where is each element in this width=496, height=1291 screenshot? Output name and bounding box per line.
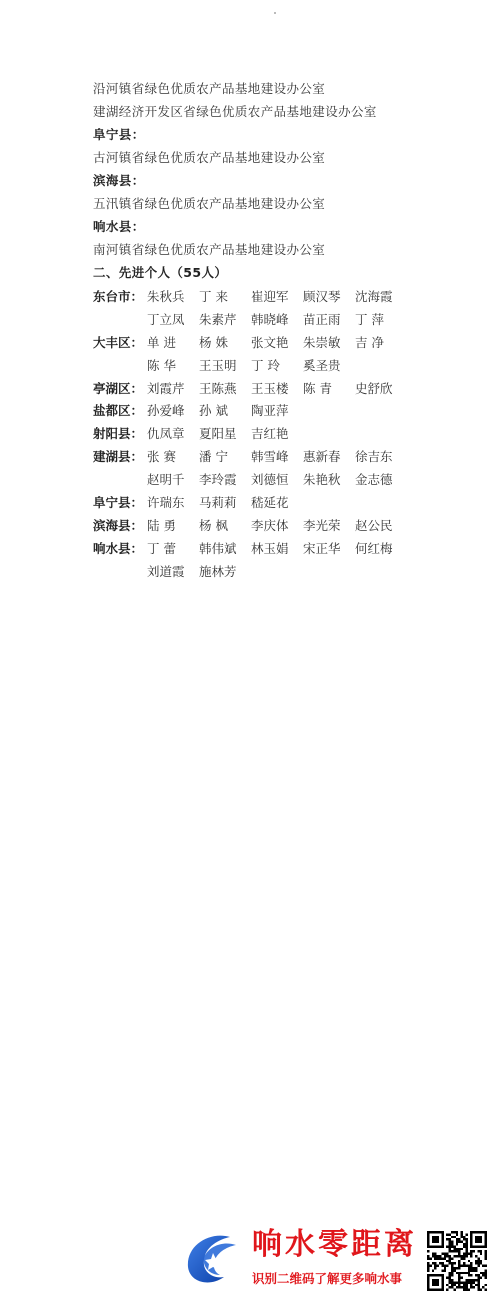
person-name: 施林芳	[199, 564, 237, 579]
text-line: 建湖经济开发区省绿色优质农产品基地建设办公室	[93, 104, 377, 119]
person-name: 赵公民	[355, 518, 393, 533]
person-name: 王陈燕	[199, 381, 237, 396]
person-name: 刘道霞	[147, 564, 185, 579]
person-name: 奚圣贵	[303, 358, 341, 373]
person-name: 张文艳	[251, 335, 289, 350]
person-name: 朱素芹	[199, 312, 237, 327]
district-label: 大丰区：	[93, 335, 144, 350]
text-line: 古河镇省绿色优质农产品基地建设办公室	[93, 150, 326, 165]
person-name: 林玉娟	[251, 541, 289, 556]
person-name: 吉 净	[355, 335, 384, 350]
text-line: 五汛镇省绿色优质农产品基地建设办公室	[93, 196, 326, 211]
person-name: 顾汉琴	[303, 289, 341, 304]
person-name: 丁立凤	[147, 312, 185, 327]
person-name: 张 赛	[147, 449, 176, 464]
person-name: 何红梅	[355, 541, 393, 556]
district-label: 建湖县：	[93, 449, 144, 464]
person-name: 朱崇敏	[303, 335, 341, 350]
person-name: 仇凤章	[147, 426, 185, 441]
text-line: 沿河镇省绿色优质农产品基地建设办公室	[93, 81, 326, 96]
person-name: 陈 青	[303, 381, 332, 396]
person-name: 夏阳星	[199, 426, 237, 441]
person-name: 孙 斌	[199, 403, 228, 418]
district-label: 响水县：	[93, 541, 144, 556]
blue-swoosh-logo-icon	[180, 1227, 240, 1287]
person-name: 潘 宁	[199, 449, 228, 464]
person-name: 崔迎军	[251, 289, 289, 304]
person-name: 丁 玲	[251, 358, 280, 373]
county-heading: 响水县：	[93, 219, 145, 234]
county-heading: 阜宁县：	[93, 127, 145, 142]
page-mark	[274, 12, 276, 14]
footer-subtitle: 识别二维码了解更多响水事	[252, 1271, 403, 1286]
person-name: 王玉楼	[251, 381, 289, 396]
district-label: 射阳县：	[93, 426, 144, 441]
district-label: 滨海县：	[93, 518, 144, 533]
person-name: 陈 华	[147, 358, 176, 373]
footer-banner	[0, 606, 496, 1286]
person-name: 李玲霞	[199, 472, 237, 487]
person-name: 宋正华	[303, 541, 341, 556]
person-name: 韩晓峰	[251, 312, 289, 327]
text-line: 南河镇省绿色优质农产品基地建设办公室	[93, 242, 326, 257]
person-name: 韩雪峰	[251, 449, 289, 464]
person-name: 韩伟斌	[199, 541, 237, 556]
person-name: 许瑞东	[147, 495, 185, 510]
footer-title: 响水零距离	[252, 1227, 417, 1262]
qr-code-icon	[427, 1231, 487, 1291]
person-name: 赵明千	[147, 472, 185, 487]
person-name: 沈海霞	[355, 289, 393, 304]
district-label: 盐都区：	[93, 403, 144, 418]
person-name: 陶亚萍	[251, 403, 289, 418]
person-name: 惠新春	[303, 449, 341, 464]
person-name: 单 进	[147, 335, 176, 350]
person-name: 丁 萍	[355, 312, 384, 327]
person-name: 王玉明	[199, 358, 237, 373]
person-name: 苗正雨	[303, 312, 341, 327]
person-name: 史舒欣	[355, 381, 393, 396]
person-name: 吉红艳	[251, 426, 289, 441]
person-name: 陆 勇	[147, 518, 176, 533]
person-name: 李庆体	[251, 518, 289, 533]
person-name: 徐吉东	[355, 449, 393, 464]
person-name: 杨 枫	[199, 518, 228, 533]
person-name: 杨 姝	[199, 335, 228, 350]
person-name: 丁 蕾	[147, 541, 176, 556]
district-label: 亭湖区：	[93, 381, 144, 396]
county-heading: 滨海县：	[93, 173, 145, 188]
person-name: 刘霞芹	[147, 381, 185, 396]
district-label: 东台市：	[93, 289, 144, 304]
person-name: 朱秋兵	[147, 289, 185, 304]
person-name: 刘德恒	[251, 472, 289, 487]
person-name: 丁 来	[199, 289, 228, 304]
person-name: 朱艳秋	[303, 472, 341, 487]
section-heading: 二、先进个人（55人）	[93, 265, 228, 280]
person-name: 孙爱峰	[147, 403, 185, 418]
district-label: 阜宁县：	[93, 495, 144, 510]
person-name: 李光荣	[303, 518, 341, 533]
person-name: 马莉莉	[199, 495, 237, 510]
person-name: 嵇延花	[251, 495, 289, 510]
person-name: 金志德	[355, 472, 393, 487]
